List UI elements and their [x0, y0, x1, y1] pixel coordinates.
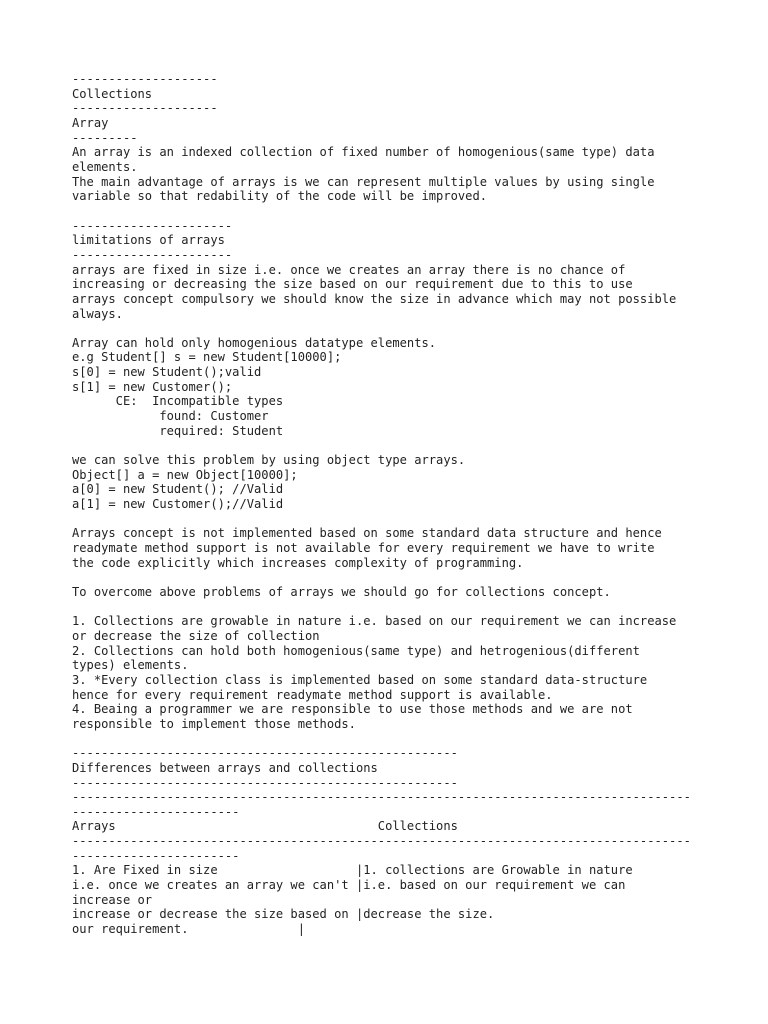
text-line: ---------------------- — [72, 247, 233, 262]
text-line: 2. Collections can hold both homogenious(same type) and hetrogenious(different — [72, 643, 640, 658]
text-line: elements. — [72, 159, 138, 174]
text-line: required: Student — [72, 423, 284, 438]
text-line: Differences between arrays and collections — [72, 760, 378, 775]
text-line: the code explicitly which increases complexity of programming. — [72, 555, 524, 570]
text-line: -------------------- — [72, 72, 218, 86]
text-line: Arrays concept is not implemented based on some standard data structure and hence — [72, 526, 662, 541]
text-line: 3. *Every collection class is implemented based on some standard data-structure — [72, 672, 648, 687]
text-line: CE: Incompatible types — [72, 394, 284, 409]
text-line: s[1] = new Customer(); — [72, 379, 233, 394]
text-line: ----------------------- — [72, 848, 240, 863]
text-line: ----------------------------------------------------- — [72, 775, 458, 790]
text-line: Array — [72, 115, 109, 130]
text-line: ------------------------------------------------------------------------------------- — [72, 834, 691, 849]
text-line: Collections — [72, 86, 153, 101]
text-line: To overcome above problems of arrays we should go for collections concept. — [72, 584, 611, 599]
text-line: arrays are fixed in size i.e. once we creates an array there is no chance of — [72, 262, 626, 277]
document-page — [72, 72, 732, 937]
text-line: 4. Beaing a programmer we are responsible to use those methods and we are not — [72, 702, 633, 717]
text-line: 1. Are Fixed in size |1. collections are Growable in nature — [72, 863, 633, 878]
text-line: s[0] = new Student();valid — [72, 365, 262, 380]
text-line: ------------------------------------------------------------------------------------- — [72, 790, 691, 805]
text-line: or decrease the size of collection — [72, 628, 320, 643]
text-line: our requirement. | — [72, 922, 305, 937]
text-line: ---------------------- — [72, 218, 233, 233]
text-line: types) elements. — [72, 658, 189, 673]
text-line: arrays concept compulsory we should know the size in advance which may not possible — [72, 291, 677, 306]
text-line: always. — [72, 306, 123, 321]
text-line: hence for every requirement readymate method support is available. — [72, 687, 553, 702]
text-line: increase or decrease the size based on |decrease the size. — [72, 907, 495, 922]
text-line: The main advantage of arrays is we can represent multiple values by using single — [72, 174, 655, 189]
text-line: ----------------------------------------------------- — [72, 746, 458, 761]
text-line: e.g Student[] s = new Student[10000]; — [72, 350, 342, 365]
text-line: Object[] a = new Object[10000]; — [72, 467, 298, 482]
text-line: --------- — [72, 130, 138, 145]
text-line: increasing or decreasing the size based on our requirement due to this to use — [72, 277, 633, 292]
text-line: a[0] = new Student(); //Valid — [72, 482, 284, 497]
text-line: Array can hold only homogenious datatype elements. — [72, 335, 437, 350]
text-line: found: Customer — [72, 409, 269, 424]
text-line: a[1] = new Customer();//Valid — [72, 497, 284, 512]
text-line: readymate method support is not available for every requirement we have to write — [72, 541, 655, 555]
text-line: increase or — [72, 892, 153, 907]
text-line: An array is an indexed collection of fixed number of homogenious(same type) data — [72, 145, 655, 160]
text-line: -------------------- — [72, 101, 218, 116]
text-line: limitations of arrays — [72, 233, 225, 248]
text-line: Arrays Collections — [72, 819, 458, 834]
document-body — [72, 72, 732, 937]
text-line: i.e. once we creates an array we can't |i.e. based on our requirement we can — [72, 878, 626, 893]
text-line: responsible to implement those methods. — [72, 716, 356, 731]
text-line: variable so that redability of the code will be improved. — [72, 189, 488, 204]
text-line: we can solve this problem by using object type arrays. — [72, 453, 466, 468]
text-line: 1. Collections are growable in nature i.e. based on our requirement we can increase — [72, 614, 677, 629]
text-line: ----------------------- — [72, 804, 240, 819]
